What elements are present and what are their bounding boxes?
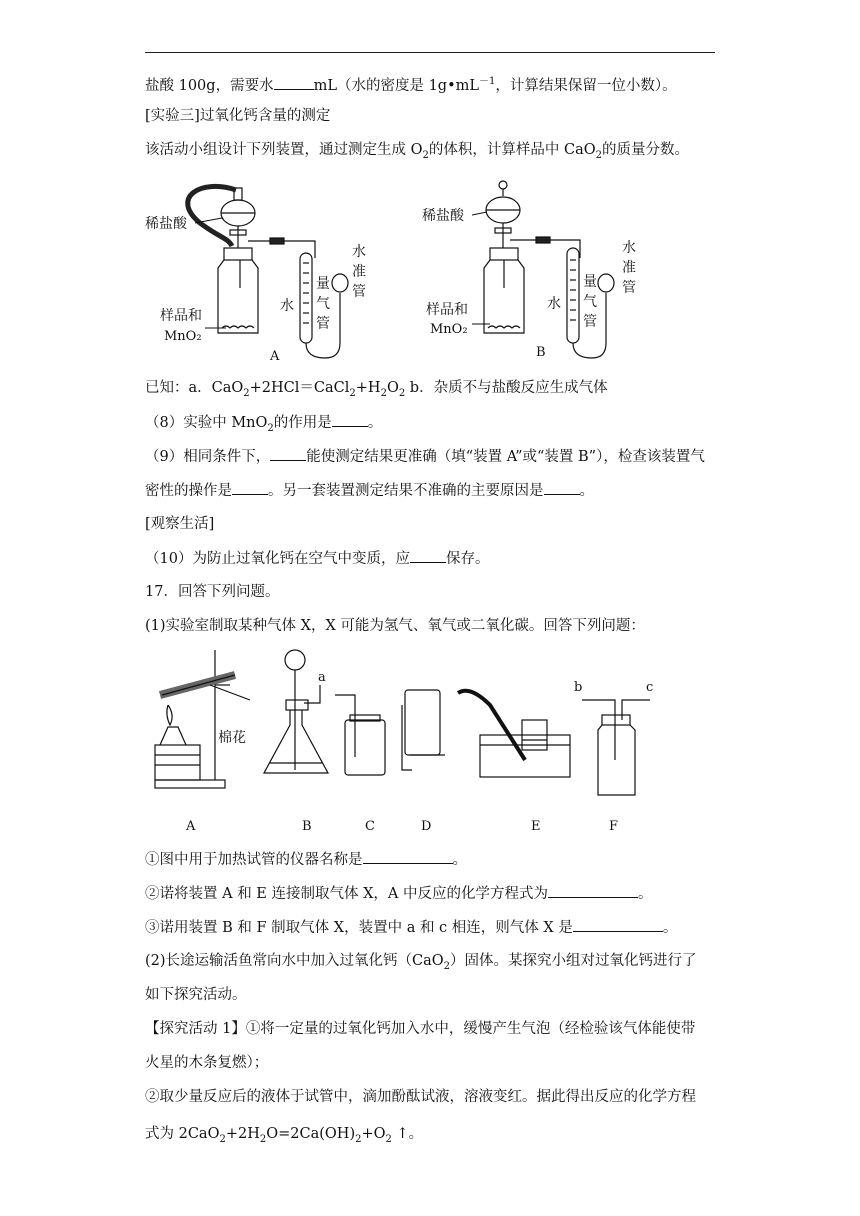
answer-blank[interactable] xyxy=(274,75,314,90)
subscript: 2 xyxy=(355,1133,362,1145)
caption-b: B xyxy=(536,345,546,360)
label-level-b-3: 管 xyxy=(622,280,636,296)
activity-1-line-1: 【探究活动 1】①将一定量的过氧化钙加入水中，缓慢产生气泡（经检验该气体能使带 xyxy=(145,1021,696,1037)
text: 的质量分数。 xyxy=(602,142,689,158)
top-line xyxy=(145,72,677,96)
question-17-part-1: (1)实验室制取某种气体 X，X 可能为氢气、氧气或二氧化碳。回答下列问题： xyxy=(145,618,645,634)
label-burette-a-2: 气 xyxy=(316,296,330,312)
label-level-a-3: 管 xyxy=(352,284,366,300)
label-burette-b-2: 气 xyxy=(583,294,597,310)
apparatus-b-flask xyxy=(264,650,328,773)
caption-D: D xyxy=(421,819,432,834)
label-port-a: a xyxy=(318,670,326,685)
text: 。 xyxy=(367,415,383,431)
subscript: 2 xyxy=(349,387,356,399)
apparatus-c-bottle xyxy=(335,695,385,775)
caption-E: E xyxy=(531,819,541,834)
subscript: 2 xyxy=(243,387,250,399)
apparatus-figure-af xyxy=(140,645,680,840)
answer-blank[interactable] xyxy=(573,917,663,932)
label-level-a-2: 准 xyxy=(352,264,366,280)
label-level-a-1: 水 xyxy=(352,244,366,260)
text: 。 xyxy=(452,852,467,868)
part-2-line-2: 如下探究活动。 xyxy=(145,987,247,1003)
subquestion-3 xyxy=(145,917,677,938)
caption-C: C xyxy=(365,819,375,834)
text: 式为 2CaO xyxy=(145,1126,220,1142)
label-port-c: c xyxy=(646,680,654,695)
exp3-intro xyxy=(145,140,689,166)
apparatus-d-bottle xyxy=(402,690,445,770)
activity-1-line-2: 火星的木条复燃）； xyxy=(145,1055,269,1071)
label-water-a: 水 xyxy=(280,298,294,314)
answer-blank[interactable] xyxy=(410,548,446,563)
label-mno2-a: MnO₂ xyxy=(164,329,202,344)
text: 该活动小组设计下列装置，通过测定生成 O xyxy=(145,142,423,158)
question-17: 17．回答下列问题。 xyxy=(145,584,280,600)
question-9-line-1 xyxy=(145,446,705,467)
text: （8）实验中 MnO xyxy=(145,415,268,431)
text: +O xyxy=(361,1126,386,1142)
apparatus-a-heating xyxy=(155,650,250,788)
caption-a: A xyxy=(270,349,280,364)
text: (2)长途运输活鱼常向水中加入过氧化钙（CaO xyxy=(145,953,444,969)
question-10 xyxy=(145,548,489,569)
answer-blank[interactable] xyxy=(544,480,580,495)
label-mno2-b: MnO₂ xyxy=(430,322,468,337)
label-level-b-1: 水 xyxy=(622,240,636,256)
question-9-line-2 xyxy=(145,480,594,501)
text: 。 xyxy=(662,920,678,936)
text: mL（水的密度是 1g•mL xyxy=(313,77,480,94)
caption-F: F xyxy=(609,819,619,834)
label-sample-a: 样品和 xyxy=(160,308,202,324)
subscript: 2 xyxy=(398,387,406,399)
text: 。另一套装置测定结果不准确的主要原因是 xyxy=(268,483,544,499)
answer-blank[interactable] xyxy=(232,480,268,495)
text: 。 xyxy=(638,886,653,902)
text: 能使测定结果更准确（填“装置 A”或“装置 B”），检查该装置气 xyxy=(306,449,705,465)
text: 。 xyxy=(579,483,594,499)
text: ，计算结果保留一位小数）。 xyxy=(495,77,677,94)
text: （9）相同条件下， xyxy=(145,449,271,465)
subscript: 2 xyxy=(259,1133,267,1145)
answer-blank[interactable] xyxy=(363,849,453,864)
apparatus-f-bottle xyxy=(582,700,650,795)
subquestion-1 xyxy=(145,849,467,870)
text: +H xyxy=(355,380,381,396)
label-cotton: 棉花 xyxy=(218,730,246,746)
text: 的作用是 xyxy=(273,415,332,431)
exp3-heading: [实验三]过氧化钙含量的测定 xyxy=(145,108,331,124)
known-conditions xyxy=(145,378,608,404)
caption-A: A xyxy=(186,819,196,834)
observe-heading: [观察生活] xyxy=(145,516,215,532)
apparatus-b xyxy=(484,181,614,358)
text: ③诺用装置 B 和 F 制取气体 X，装置中 a 和 c 相连，则气体 X 是 xyxy=(145,920,573,936)
activity-1-line-3: ②取少量反应后的液体于试管中，滴加酚酞试液，溶液变红。据此得出反应的化学方程 xyxy=(145,1089,696,1105)
text: 已知：a．CaO xyxy=(145,380,244,396)
label-port-b: b xyxy=(574,680,583,695)
subscript: 2 xyxy=(443,960,451,972)
equation-line xyxy=(145,1124,423,1150)
label-burette-b-3: 管 xyxy=(583,314,597,330)
superscript: －1 xyxy=(479,76,496,87)
text: ）固体。某探究小组对过氧化钙进行了 xyxy=(450,953,697,969)
subscript: 2 xyxy=(422,149,429,161)
text: +2H xyxy=(225,1126,260,1142)
text: O xyxy=(386,380,399,396)
text: 密性的操作是 xyxy=(145,483,232,499)
text: b．杂质不与盐酸反应生成气体 xyxy=(405,380,608,396)
text: 保存。 xyxy=(445,551,490,567)
text: （10）为防止过氧化钙在空气中变质，应 xyxy=(145,551,410,567)
part-2-line-1 xyxy=(145,951,697,977)
label-burette-b-1: 量 xyxy=(583,274,597,290)
caption-B: B xyxy=(302,819,312,834)
label-acid-a: 稀盐酸 xyxy=(145,216,187,232)
label-burette-a-3: 管 xyxy=(316,316,330,332)
subscript: 2 xyxy=(385,1133,392,1145)
label-burette-a-1: 量 xyxy=(316,276,330,292)
apparatus-figure-ab xyxy=(140,168,660,368)
text: +2HCl＝CaCl xyxy=(249,380,350,396)
label-acid-b: 稀盐酸 xyxy=(422,208,464,224)
subquestion-2 xyxy=(145,883,653,904)
text: ①图中用于加热试管的仪器名称是 xyxy=(145,852,363,868)
subscript: 2 xyxy=(219,1133,226,1145)
answer-blank[interactable] xyxy=(548,883,638,898)
header-rule xyxy=(145,52,715,53)
apparatus-e-trough xyxy=(458,691,570,777)
text: 盐酸 100g，需要水 xyxy=(145,77,274,94)
question-8 xyxy=(145,412,382,439)
subscript: 2 xyxy=(267,422,274,434)
subscript: 2 xyxy=(595,149,602,161)
answer-blank[interactable] xyxy=(270,446,306,461)
answer-blank[interactable] xyxy=(332,412,368,427)
text: ②诺将装置 A 和 E 连接制取气体 X，A 中反应的化学方程式为 xyxy=(145,886,549,902)
text: 的体积，计算样品中 CaO xyxy=(428,142,596,158)
label-water-b: 水 xyxy=(547,296,561,312)
text: O=2Ca xyxy=(266,1126,320,1142)
label-level-b-2: 准 xyxy=(622,260,636,276)
text: ↑。 xyxy=(391,1126,424,1142)
label-sample-b: 样品和 xyxy=(426,302,468,318)
subscript: 2 xyxy=(380,387,387,399)
text: (OH) xyxy=(319,1126,356,1142)
